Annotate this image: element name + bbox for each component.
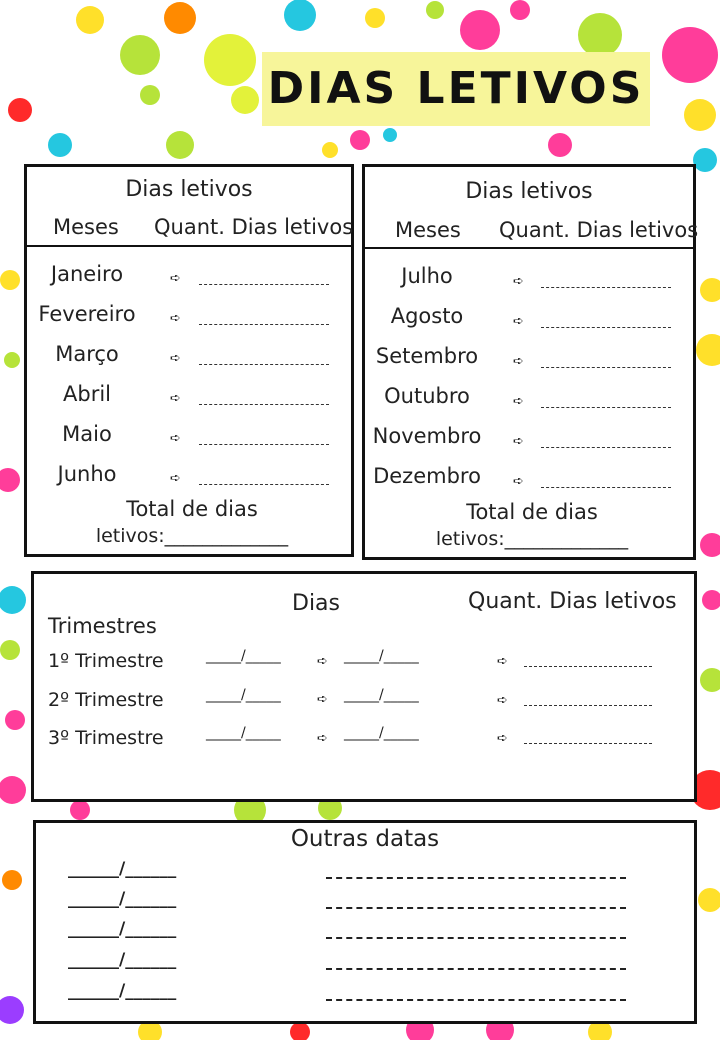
month-label: Abril bbox=[63, 382, 111, 406]
arrow-icon: ➪ bbox=[497, 731, 508, 746]
trimestre-end-date: _____/_____ bbox=[344, 648, 419, 664]
other-date-blank: ______/______ bbox=[68, 981, 177, 1001]
semester2-col-quant: Quant. Dias letivos bbox=[499, 218, 699, 242]
arrow-icon: ➪ bbox=[513, 274, 524, 289]
trimestre-quant-line bbox=[524, 666, 652, 667]
month-blank-line bbox=[541, 447, 671, 448]
trimestres-box bbox=[31, 571, 697, 802]
month-label: Fevereiro bbox=[38, 302, 136, 326]
trimestre-end-date: _____/_____ bbox=[344, 687, 419, 703]
trimestres-col-days: Dias bbox=[292, 591, 340, 616]
arrow-icon: ➪ bbox=[170, 351, 181, 366]
month-label: Novembro bbox=[372, 424, 482, 448]
trimestre-end-date: _____/_____ bbox=[344, 725, 419, 741]
arrow-icon: ➪ bbox=[170, 431, 181, 446]
arrow-icon: ➪ bbox=[317, 654, 328, 669]
other-date-blank: ______/______ bbox=[68, 919, 177, 939]
trimestre-label: 2º Trimestre bbox=[48, 689, 164, 711]
month-blank-line bbox=[199, 284, 329, 285]
outras-datas-box bbox=[33, 820, 697, 1024]
arrow-icon: ➪ bbox=[513, 354, 524, 369]
arrow-icon: ➪ bbox=[513, 394, 524, 409]
month-blank-line bbox=[199, 444, 329, 445]
trimestre-label: 3º Trimestre bbox=[48, 727, 164, 749]
semester2-total-label: Total de dias bbox=[466, 500, 598, 524]
month-label: Março bbox=[55, 342, 119, 366]
trimestres-col-quant: Quant. Dias letivos bbox=[468, 589, 677, 614]
arrow-icon: ➪ bbox=[317, 731, 328, 746]
arrow-icon: ➪ bbox=[170, 311, 181, 326]
month-label: Maio bbox=[62, 422, 112, 446]
month-label: Dezembro bbox=[373, 464, 481, 488]
arrow-icon: ➪ bbox=[170, 271, 181, 286]
semester1-box bbox=[24, 164, 354, 557]
other-event-line bbox=[326, 937, 626, 939]
arrow-icon: ➪ bbox=[497, 693, 508, 708]
semester2-header-divider bbox=[365, 247, 693, 249]
outras-heading: Outras datas bbox=[290, 826, 440, 852]
semester1-col-quant: Quant. Dias letivos bbox=[154, 215, 354, 239]
month-blank-line bbox=[541, 407, 671, 408]
trimestre-quant-line bbox=[524, 705, 652, 706]
semester2-box bbox=[362, 164, 699, 560]
month-blank-line bbox=[199, 404, 329, 405]
other-date-blank: ______/______ bbox=[68, 889, 177, 909]
other-event-line bbox=[326, 877, 626, 879]
semester1-total-label: Total de dias bbox=[126, 497, 258, 521]
other-date-blank: ______/______ bbox=[68, 859, 177, 879]
month-blank-line bbox=[541, 487, 671, 488]
arrow-icon: ➪ bbox=[170, 391, 181, 406]
trimestre-start-date: _____/_____ bbox=[206, 648, 281, 664]
month-blank-line bbox=[199, 324, 329, 325]
other-event-line bbox=[326, 999, 626, 1001]
arrow-icon: ➪ bbox=[513, 314, 524, 329]
month-label: Outubro bbox=[384, 384, 470, 408]
month-label: Junho bbox=[57, 462, 117, 486]
trimestres-label: Trimestres bbox=[48, 614, 157, 638]
arrow-icon: ➪ bbox=[513, 434, 524, 449]
month-blank-line bbox=[541, 287, 671, 288]
arrow-icon: ➪ bbox=[513, 474, 524, 489]
other-event-line bbox=[326, 968, 626, 970]
trimestre-label: 1º Trimestre bbox=[48, 650, 164, 672]
month-label: Agosto bbox=[390, 304, 464, 328]
semester2-heading: Dias letivos bbox=[465, 179, 593, 204]
semester1-total-value: letivos:_____________ bbox=[95, 525, 289, 547]
semester2-col-months: Meses bbox=[395, 218, 461, 242]
arrow-icon: ➪ bbox=[317, 692, 328, 707]
month-label: Setembro bbox=[375, 344, 479, 368]
semester2-total-value: letivos:_____________ bbox=[435, 528, 629, 550]
trimestre-start-date: _____/_____ bbox=[206, 687, 281, 703]
semester1-header-divider bbox=[27, 245, 351, 247]
trimestre-start-date: _____/_____ bbox=[206, 725, 281, 741]
semester1-heading: Dias letivos bbox=[125, 177, 253, 202]
month-label: Janeiro bbox=[50, 262, 124, 286]
arrow-icon: ➪ bbox=[170, 471, 181, 486]
other-event-line bbox=[326, 907, 626, 909]
other-date-blank: ______/______ bbox=[68, 950, 177, 970]
month-blank-line bbox=[199, 484, 329, 485]
month-label: Julho bbox=[401, 264, 453, 288]
page-title: DIAS LETIVOS bbox=[267, 63, 645, 114]
month-blank-line bbox=[541, 327, 671, 328]
month-blank-line bbox=[199, 364, 329, 365]
semester1-col-months: Meses bbox=[53, 215, 119, 239]
trimestre-quant-line bbox=[524, 743, 652, 744]
month-blank-line bbox=[541, 367, 671, 368]
arrow-icon: ➪ bbox=[497, 654, 508, 669]
